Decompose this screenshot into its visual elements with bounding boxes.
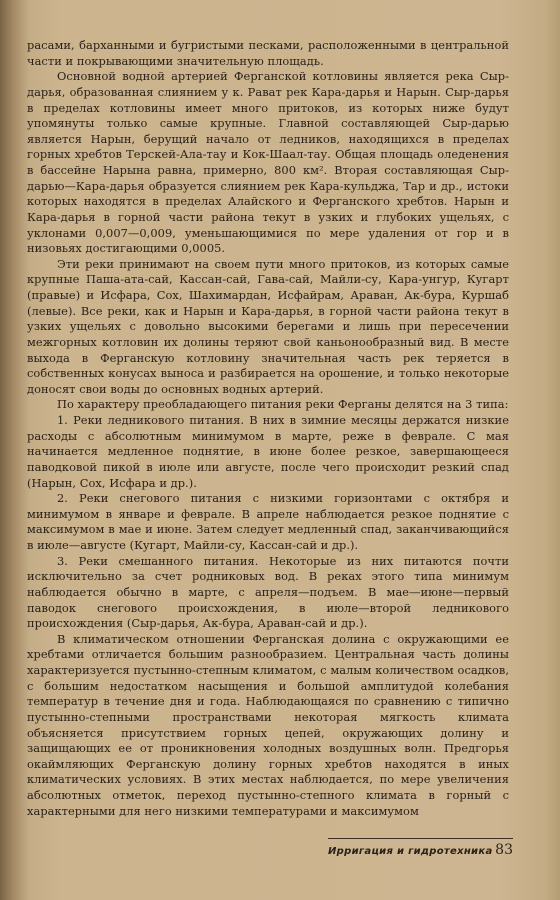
paragraph-continuation: расами, барханными и бугристыми песками, расположенными в центральной части и покрывающими значительную площадь. xyxy=(27,38,509,68)
page-footer xyxy=(328,838,513,858)
paragraph-glacial-rivers: 1. Реки ледникового питания. В них в зимние месяцы держатся низкие расходы с абсолютным минимумом в марте, реже в феврале. С мая начинается медленное поднятие, в июне более резкое, завершающееся паводковой пикой в июле или августе, после чего происходит резкий спад (Нарын, Сох, Исфара и др.). xyxy=(27,413,509,490)
paragraph-tributaries: Эти реки принимают на своем пути много притоков, из которых самые крупные Паша-ата-сай, Кассан-сай, Гава-сай, Майли-су, Кара-унгур, Кугарт (правые) и Исфара, Сох, Шахимардан, Исфайрам, Араван, Ак-бура, Куршаб (левые). Все реки, как и Нарын и Кара-дарья, в горной части района текут в узких ущельях с довольно высокими берегами и лишь при пересечении межгорных котловин их долины теряют свой каньонообразный вид. В месте выхода в Ферганскую котловину значительная часть рек теряется в собственных конусах выноса и разбирается на орошение, и только некоторые доносят свои воды до основных водных артерий. xyxy=(27,256,509,396)
paragraph-climate: В климатическом отношении Ферганская долина с окружающими ее хребтами отличается большим разнообразием. Центральная часть долины характеризуется пустынно-степным климатом, с малым количеством осадков, с большим недостатком насыщения и большой амплитудой колебания температур в течение дня и года. Наблюдающаяся по сравнению с типично пустынно-степными пространствами некоторая мягкость климата объясняется присутствием горных цепей, окружающих долину и защищающих ее от проникновения холодных воздушных волн. Предгорья окаймляющих Ферганскую долину горных хребтов находятся в иных климатических условиях. В этих местах наблюдается, по мере увеличения абсолютных отметок, переход пустынно-степного климата в горный с характерными для него низкими температурами и максимумом xyxy=(27,631,509,818)
paragraph-syr-darya: Основной водной артерией Ферганской котловины является река Сыр-дарья, образованная слиянием у к. Рават рек Кара-дарья и Нарын. Сыр-дарья в пределах котловины имеет много притоков, из которых ниже будут упомянуты только самые крупные. Главной составляющей Сыр-дарью является Нарын, берущий начало от ледников, находящихся в пределах горных хребтов Терскей-Ала-тау и Кок-Шаал-тау. Общая площадь оледенения в бассейне Нарына равна, примерно, 800 км². Вторая составляющая Сыр-дарью—Кара-дарья образуется слиянием рек Кара-кульджа, Тар и др., истоки которых находятся в пределах Алайского и Ферганского хребтов. Нарын и Кара-дарья в горной части района текут в узких и глубоких ущельях, с уклонами 0,007—0,009, уменьшающимися по мере удаления от гор и в низовьях достигающими 0,0005. xyxy=(27,69,509,256)
paragraph-mixed-rivers: 3. Реки смешанного питания. Некоторые из них питаются почти исключительно за счет родниковых вод. В реках этого типа минимум наблюдается обычно в марте, с апреля—подъем. В мае—июне—первый паводок снегового происхождения, в июле—второй ледникового происхождения (Сыр-дарья, Ак-бура, Араван-сай и др.). xyxy=(27,553,509,631)
paragraph-snow-rivers: 2. Реки снегового питания с низкими горизонтами с октября и минимумом в январе и феврале. В апреле наблюдается резкое поднятие с максимумом в мае и июне. Затем следует медленный спад, заканчивающийся в июле—августе (Кугарт, Майли-су, Кассан-сай и др.). xyxy=(27,491,509,552)
running-title: Ирригация и гидротехника xyxy=(328,846,493,857)
body-text xyxy=(27,38,509,819)
page-number: 83 xyxy=(495,842,513,858)
paragraph-feeding-types-intro: По характеру преобладающего питания реки Ферганы делятся на 3 типа: xyxy=(57,397,509,412)
